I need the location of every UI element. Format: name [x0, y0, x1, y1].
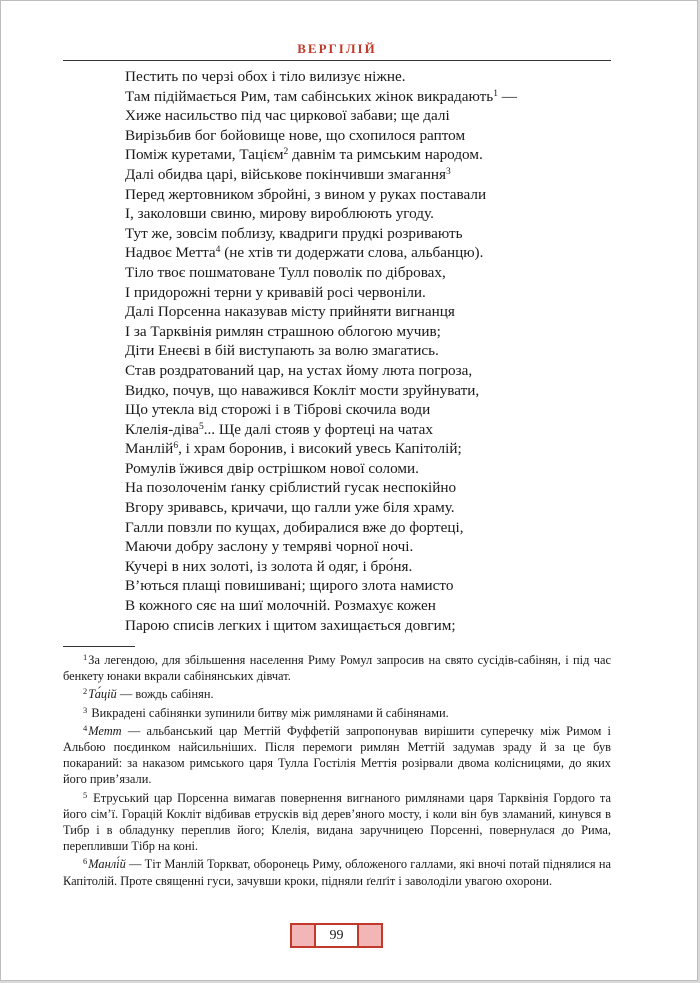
poem-line-text: Кучері в них золоті, із золота й одяг, і бро́ня. — [125, 557, 413, 575]
poem-line — [125, 224, 605, 244]
poem-line — [125, 596, 605, 616]
footnote-text: — Тіт Манлій Торкват, оборонець Риму, обложеного галлами, які вночі потай піднялися на Капітолій. Проте священні гуси, зачувши кроки, підняли ґелґіт і заволоділи увагою охорони. — [63, 857, 611, 888]
footnote-text: За легендою, для збільшення населення Риму Ромул запросив на свято сусідів-сабінян, і під час бенкету юнаки вкрали сабінянських дівчат. — [63, 653, 611, 684]
footnote-ref: 6 — [173, 441, 179, 452]
poem-line — [125, 67, 605, 87]
poem-line — [125, 126, 605, 146]
footnote-number: 1 — [83, 652, 88, 662]
poem-line-text: Вирізьбив бог бойовище нове, що схопилося раптом — [125, 126, 466, 144]
poem-line — [125, 381, 605, 401]
running-header: ВЕРГІЛІЙ — [297, 41, 377, 56]
poem-line-text: Маючи добру заслону у темряві чорної ночі. — [125, 538, 414, 556]
poem-line — [125, 165, 605, 185]
poem-line — [125, 400, 605, 420]
page-number-left-ornament — [290, 923, 316, 948]
poem-line-text: Далі Порсенна наказував місту прийняти вигнанця — [125, 303, 455, 321]
footnote-ref: 3 — [446, 166, 451, 177]
poem-line-text: Надвоє Метта — [125, 244, 216, 262]
footnote — [63, 652, 611, 684]
page-number-right-ornament — [357, 923, 383, 948]
poem-line-text: Став роздратований цар, на устах йому люта погроза, — [125, 361, 473, 379]
poem-line — [125, 302, 605, 322]
poem-line — [125, 616, 605, 636]
footnote-ref: 1 — [493, 88, 498, 99]
poem-line-text-cont: (не хтів ти додержати слова, альбанцю). — [220, 244, 484, 262]
header-rule — [63, 60, 611, 61]
poem-line-text: Поміж куретами, Тацієм — [125, 146, 284, 164]
poem-text — [125, 67, 605, 635]
footnote-text: — вождь сабінян. — [116, 687, 214, 702]
poem-line — [125, 537, 605, 557]
poem-line — [125, 263, 605, 283]
footnote-ref: 5 — [198, 421, 204, 432]
poem-line-text-cont: ... Ще далі стояв у фортеці на чатах — [203, 420, 433, 438]
poem-line — [125, 420, 605, 440]
footnote-number: 5 — [83, 789, 88, 800]
poem-line — [125, 204, 605, 224]
footnote-separator — [63, 646, 135, 647]
poem-line — [125, 87, 605, 107]
poem-line-text: Галли повзли по кущах, добиралися вже до фортеці, — [125, 518, 464, 536]
poem-line — [125, 145, 605, 165]
poem-line-text: Видко, почув, що наважився Кокліт мости зруйнувати, — [125, 381, 480, 399]
footnote-text: Етруський цар Порсенна вимагав повернення вигнаного римлянами царя Тарквінія Гордого та його сім’ї. Горацій Кокліт відбивав етрусків від дерев’яного мосту, і коли він був зламаний, кинувся в Тибр і в обладунку переплив його; Клелія, видана заручницею Порсенні, повернулася до Рима, перепливши Тібр на коні. — [63, 790, 611, 854]
poem-line — [125, 243, 605, 263]
poem-line-text: В’ються плащі повишивані; щирого злота намисто — [125, 577, 454, 595]
footnote-number: 6 — [83, 856, 88, 867]
poem-line-text: Що утекла від сторожі і в Тіброві скочила води — [125, 401, 431, 419]
footnote-ref: 2 — [283, 147, 289, 158]
footnote — [63, 686, 611, 702]
poem-line — [125, 283, 605, 303]
footnotes — [63, 652, 611, 891]
poem-line — [125, 361, 605, 381]
footnote-term: Метт — [88, 723, 122, 738]
poem-line-text: Там підіймається Рим, там сабінських жінок викрадають — [125, 87, 494, 105]
poem-line — [125, 518, 605, 538]
poem-line-text-cont: , і храм боронив, і високий увесь Капітолій; — [178, 440, 462, 458]
poem-line — [125, 341, 605, 361]
footnote — [63, 790, 611, 855]
footnote-text: — альбанський цар Меттій Фуффетій запропонував вирішити суперечку між Римом і Альбою поєдинком найсильніших. Після перемоги римлян Меттій задумав зраду й за це був покараний: за наказом римського царя Тулла Гостілія Меттія розірвали двома колісницями, до яких його прив’язали. — [63, 723, 611, 787]
poem-line-text: Пестить по черзі обох і тіло вилизує ніжне. — [125, 68, 406, 85]
poem-line-text: Хиже насильство під час циркової забави; ще далі — [125, 107, 450, 125]
poem-line-text: Тут же, зовсім поблизу, квадриги прудкі розривають — [125, 224, 463, 242]
poem-line — [125, 322, 605, 342]
poem-line-text: І за Тарквінія римлян страшною облогою мучив; — [125, 322, 441, 340]
poem-line-text: Діти Енеєві в бій виступають за волю змагатись. — [125, 342, 439, 360]
poem-line — [125, 576, 605, 596]
poem-line-text: І, заколовши свиню, мирову вироблюють угоду. — [125, 205, 434, 223]
poem-line-text: Далі обидва царі, військове покінчивши змагання — [125, 165, 447, 183]
poem-line-text: Манлій — [125, 440, 174, 458]
footnote — [63, 723, 611, 788]
poem-line — [125, 459, 605, 479]
poem-line-text: Ромулів їжився двір острішком нової соломи. — [125, 459, 419, 477]
poem-line-text: Перед жертовником збройні, з вином у руках поставали — [125, 185, 487, 203]
footnote-number: 3 — [83, 704, 88, 715]
footnote-ref: 4 — [215, 245, 221, 256]
footnote — [63, 705, 611, 721]
poem-line-text: В кожного сяє на шиї молочній. Розмахує кожен — [125, 597, 436, 615]
page-number-box — [290, 922, 383, 949]
poem-line-text-cont: — — [497, 87, 517, 105]
footnote-number: 4 — [83, 722, 88, 733]
poem-line-text: І придорожні терни у кривавій росі червоніли. — [125, 283, 426, 301]
poem-line-text-cont: давнім та римським народом. — [288, 146, 483, 164]
poem-line-text: Вгору зривавсь, кричачи, що галли уже біля храму. — [125, 499, 455, 517]
footnote-term: Манлі́й — [88, 857, 126, 872]
poem-line — [125, 439, 605, 459]
poem-line-text: На позолоченім ґанку сріблистий гусак неспокійно — [125, 479, 457, 497]
poem-line — [125, 185, 605, 205]
footnote-term: Та́цій — [88, 687, 117, 702]
footnote-text: Викрадені сабінянки зупинили битву між римлянами й сабінянами. — [88, 705, 449, 720]
footnote — [63, 856, 611, 888]
poem-line — [125, 478, 605, 498]
poem-line-text: Клелія-діва — [125, 420, 199, 438]
poem-line — [125, 106, 605, 126]
page-number: 99 — [316, 923, 357, 948]
footnote-number: 2 — [83, 686, 88, 697]
poem-line — [125, 557, 605, 577]
poem-line-text: Тіло твоє пошматоване Тулл поволік по дібровах, — [125, 263, 446, 281]
poem-line-text: Парою списів легких і щитом захищається довгим; — [125, 616, 456, 634]
poem-line — [125, 498, 605, 518]
